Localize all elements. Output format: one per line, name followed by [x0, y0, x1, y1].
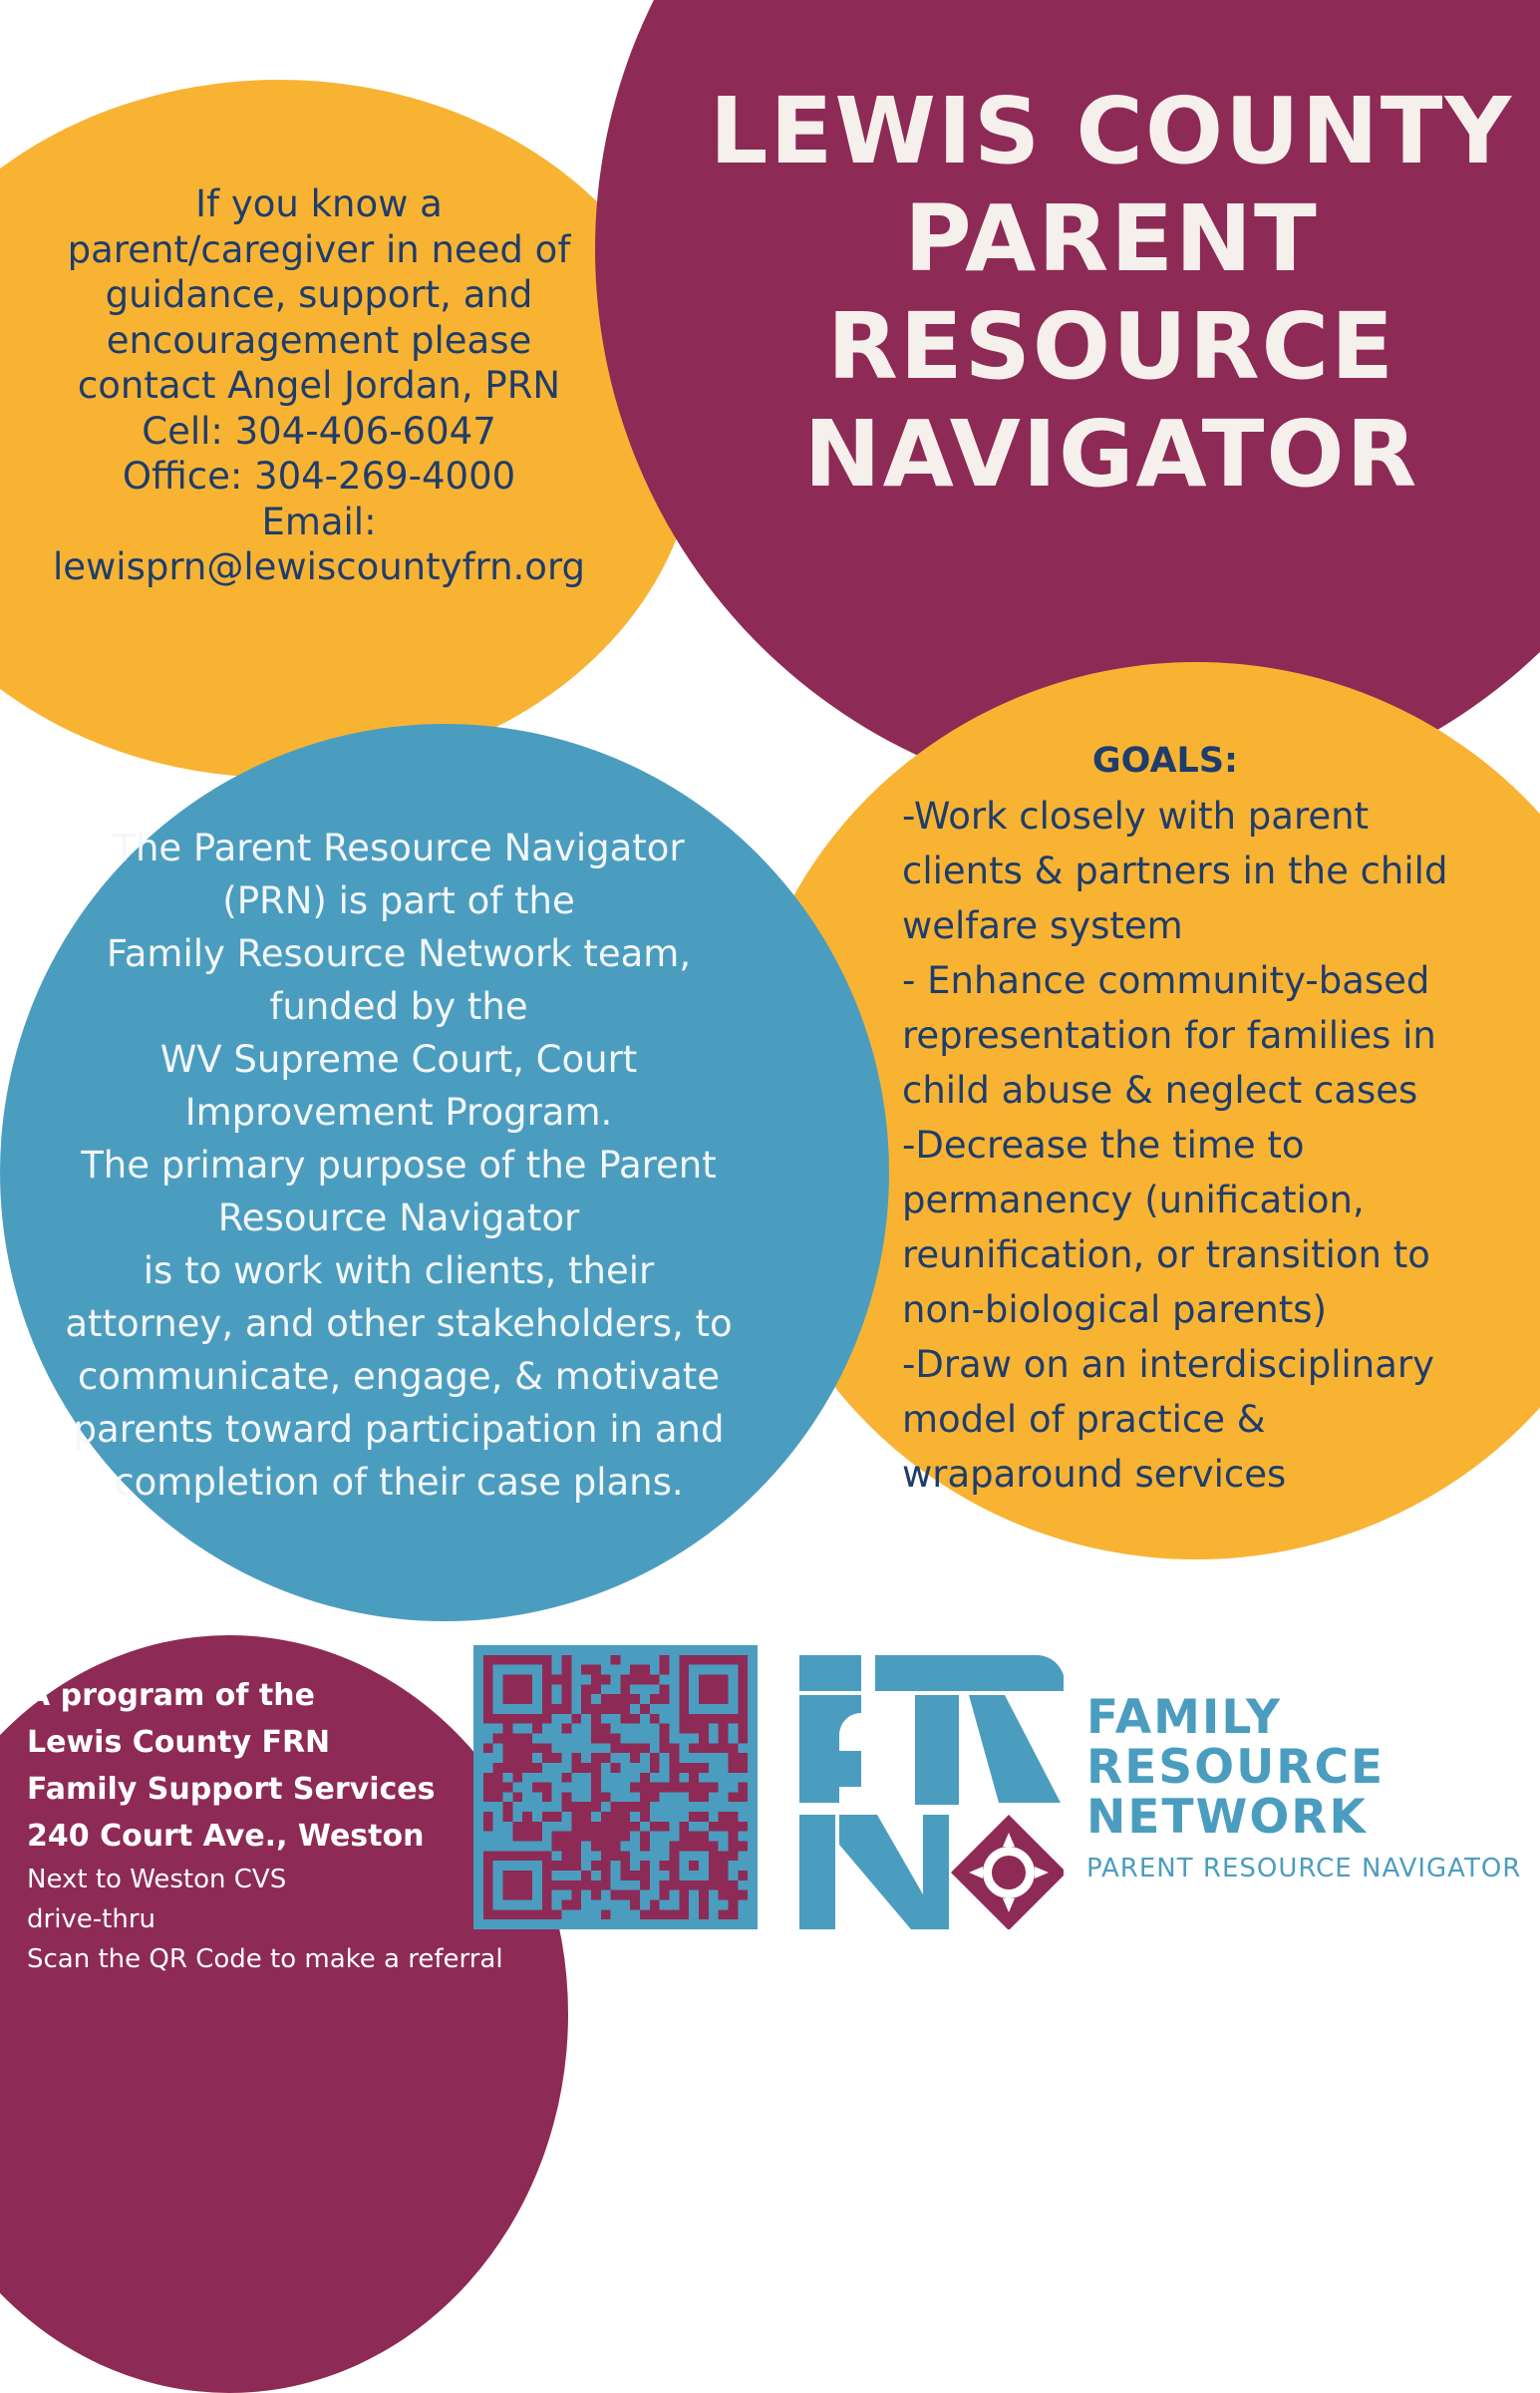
goal-line: model of practice &: [902, 1398, 1266, 1441]
about-line: communicate, engage, & motivate: [77, 1355, 721, 1398]
contact-info: [30, 181, 608, 590]
about-prn-text: [20, 822, 777, 1509]
goal-line: child abuse & neglect cases: [902, 1069, 1418, 1112]
contact-line: contact Angel Jordan, PRN: [77, 364, 561, 407]
goal-line: -Decrease the time to: [902, 1124, 1305, 1167]
program-note: Next to Weston CVS: [27, 1865, 287, 1894]
about-line: Resource Navigator: [217, 1196, 580, 1239]
logo-line: NETWORK: [1086, 1790, 1368, 1845]
goal-line: reunification, or transition to: [902, 1233, 1430, 1276]
program-address: 240 Court Ave., Weston: [27, 1819, 425, 1854]
contact-phone-office: Office: 304-269-4000: [122, 455, 516, 498]
goals-heading: GOALS:: [1091, 741, 1239, 781]
about-line: parents toward participation in and: [73, 1408, 725, 1451]
goal-line: -Draw on an interdisciplinary: [902, 1343, 1434, 1386]
program-note: drive-thru: [27, 1904, 156, 1934]
contact-line: If you know a: [195, 182, 443, 225]
title-line: LEWIS COUNTY: [709, 78, 1514, 184]
frn-logo-icon: [799, 1655, 1064, 1929]
contact-line: encouragement please: [106, 318, 532, 362]
page-title: [688, 78, 1535, 509]
goal-line: clients & partners in the child: [902, 850, 1448, 892]
program-note: Scan the QR Code to make a referral: [27, 1944, 503, 1974]
title-line: NAVIGATOR: [803, 401, 1419, 508]
contact-phone-cell: Cell: 304-406-6047: [142, 409, 496, 453]
goal-line: non-biological parents): [902, 1288, 1328, 1331]
about-line: is to work with clients, their: [143, 1249, 655, 1292]
program-info: [27, 1672, 525, 1979]
goal-line: welfare system: [902, 904, 1183, 947]
frn-logo-name: [1086, 1690, 1386, 1845]
contact-email: lewisprn@lewiscountyfrn.org: [53, 545, 585, 588]
title-line: PARENT: [904, 185, 1319, 292]
about-line: The primary purpose of the Parent: [81, 1144, 717, 1187]
about-line: Family Resource Network team,: [106, 932, 692, 975]
about-line: completion of their case plans.: [114, 1461, 684, 1504]
about-line: Improvement Program.: [184, 1091, 613, 1134]
goal-line: wraparound services: [902, 1453, 1287, 1496]
contact-line: Email:: [261, 500, 377, 543]
qr-code-icon[interactable]: [473, 1645, 758, 1929]
about-line: attorney, and other stakeholders, to: [65, 1302, 733, 1345]
goal-line: permanency (unification,: [902, 1179, 1365, 1221]
goal-line: - Enhance community-based: [902, 959, 1430, 1002]
program-line: Lewis County FRN: [27, 1725, 331, 1760]
title-line: RESOURCE: [826, 293, 1396, 400]
about-line: The Parent Resource Navigator: [113, 827, 685, 869]
goal-line: representation for families in: [902, 1014, 1436, 1057]
frn-logo-subtitle: PARENT RESOURCE NAVIGATOR: [1086, 1854, 1522, 1883]
program-line: Family Support Services: [27, 1772, 436, 1807]
logo-line: FAMILY: [1086, 1690, 1283, 1745]
goal-line: -Work closely with parent: [902, 795, 1370, 838]
about-line: (PRN) is part of the: [222, 879, 575, 922]
goals-section: [902, 734, 1500, 1502]
program-line: A program of the: [27, 1678, 315, 1713]
contact-line: parent/caregiver in need of: [67, 227, 571, 271]
about-line: WV Supreme Court, Court: [159, 1038, 638, 1081]
logo-line: RESOURCE: [1086, 1740, 1386, 1795]
contact-line: guidance, support, and: [105, 273, 533, 316]
about-line: funded by the: [269, 985, 528, 1028]
